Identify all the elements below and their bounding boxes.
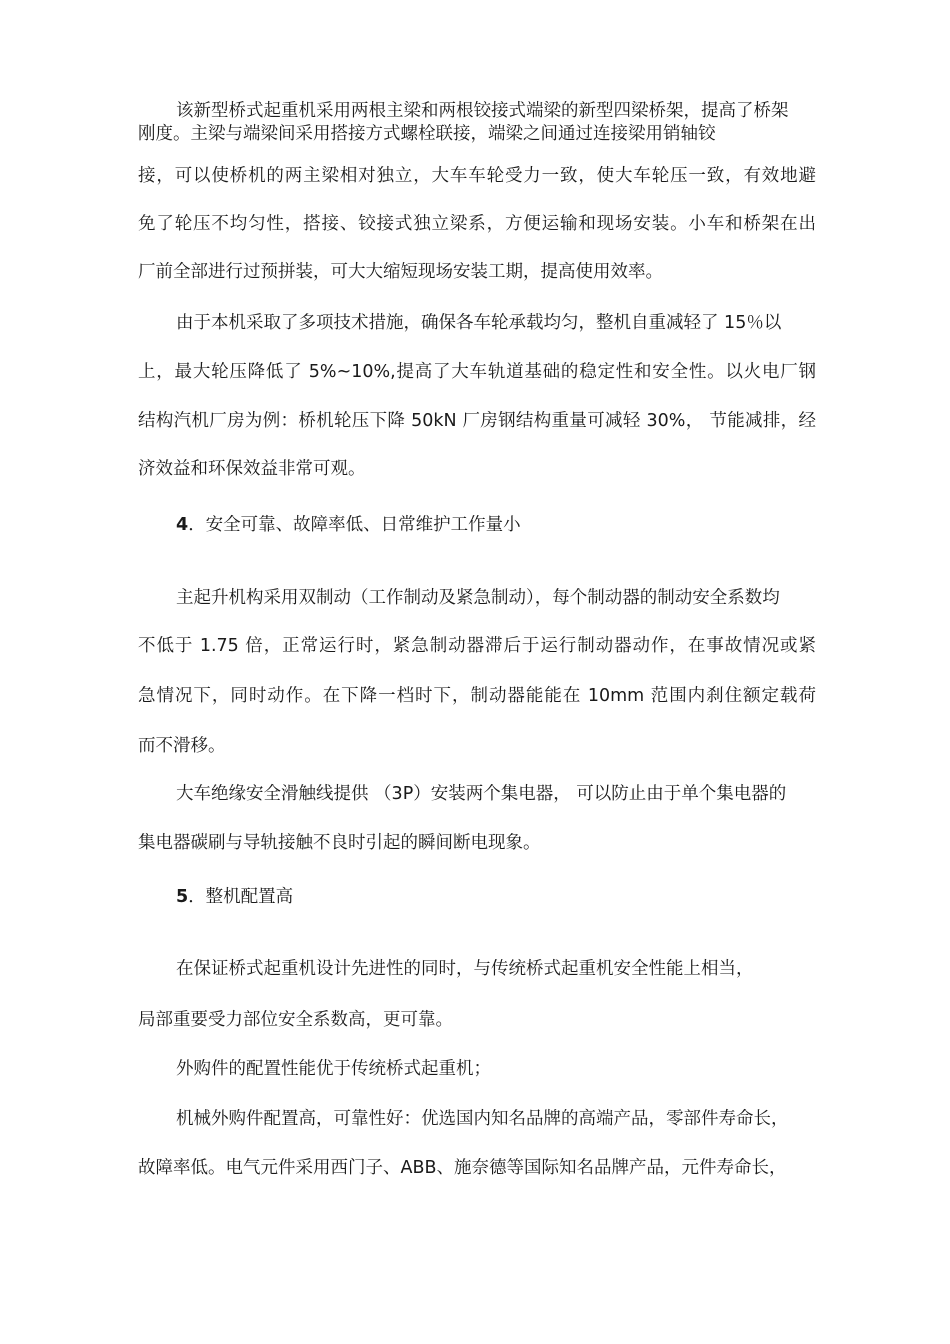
paragraph-line: 机械外购件配置高，可靠性好：优选国内知名品牌的高端产品，零部件寿命长，: [176, 1109, 789, 1129]
paragraph-line: 厂前全部进行过预拼装，可大大缩短现场安装工期，提高使用效率。: [138, 262, 663, 282]
section-heading-4: [176, 514, 521, 536]
heading-number: 4: [176, 515, 189, 535]
paragraph-line: 而不滑移。: [138, 736, 226, 756]
paragraph-line: 外购件的配置性能优于传统桥式起重机；: [176, 1059, 491, 1079]
paragraph-line: 故障率低。电气元件采用西门子、ABB、施奈德等国际知名品牌产品，元件寿命长，: [138, 1158, 787, 1178]
heading-number: 5: [176, 887, 189, 907]
section-heading-5: [176, 886, 293, 908]
paragraph-line: 上，最大轮压降低了 5%~10%,提高了大车轨道基础的稳定性和安全性。以火电厂钢: [138, 362, 816, 382]
paragraph-line: 接，可以使桥机的两主梁相对独立，大车车轮受力一致，使大车轮压一致，有效地避: [138, 166, 816, 186]
paragraph-line: 该新型桥式起重机采用两根主梁和两根铰接式端梁的新型四梁桥架，提高了桥架: [176, 101, 789, 121]
paragraph-line: 刚度。主梁与端梁间采用搭接方式螺栓联接，端梁之间通过连接梁用销轴铰: [138, 124, 716, 144]
paragraph-line: 由于本机采取了多项技术措施，确保各车轮承载均匀，整机自重减轻了 15％以: [176, 313, 782, 333]
paragraph-line: 急情况下，同时动作。在下降一档时下，制动器能能在 10mm 范围内刹住额定载荷: [138, 686, 816, 706]
paragraph-line: 主起升机构采用双制动（工作制动及紧急制动），每个制动器的制动安全系数均: [176, 588, 780, 608]
heading-text: ．安全可靠、故障率低、日常维护工作量小: [188, 515, 521, 535]
paragraph-line: 济效益和环保效益非常可观。: [138, 459, 366, 479]
paragraph-line: 不低于 1.75 倍，正常运行时，紧急制动器滞后于运行制动器动作，在事故情况或紧: [138, 636, 816, 656]
paragraph-line: 结构汽机厂房为例：桥机轮压下降 50kN 厂房钢结构重量可减轻 30%， 节能减排，经: [138, 411, 816, 431]
paragraph-line: 免了轮压不均匀性，搭接、铰接式独立梁系，方便运输和现场安装。小车和桥架在出: [138, 214, 816, 234]
heading-text: ．整机配置高: [188, 887, 294, 907]
paragraph-line: 局部重要受力部位安全系数高，更可靠。: [138, 1010, 453, 1030]
paragraph-line: 集电器碳刷与导轨接触不良时引起的瞬间断电现象。: [138, 833, 541, 853]
paragraph-line: 在保证桥式起重机设计先进性的同时，与传统桥式起重机安全性能上相当，: [176, 959, 754, 979]
paragraph-line: 大车绝缘安全滑触线提供 （3P）安装两个集电器， 可以防止由于单个集电器的: [176, 784, 787, 804]
